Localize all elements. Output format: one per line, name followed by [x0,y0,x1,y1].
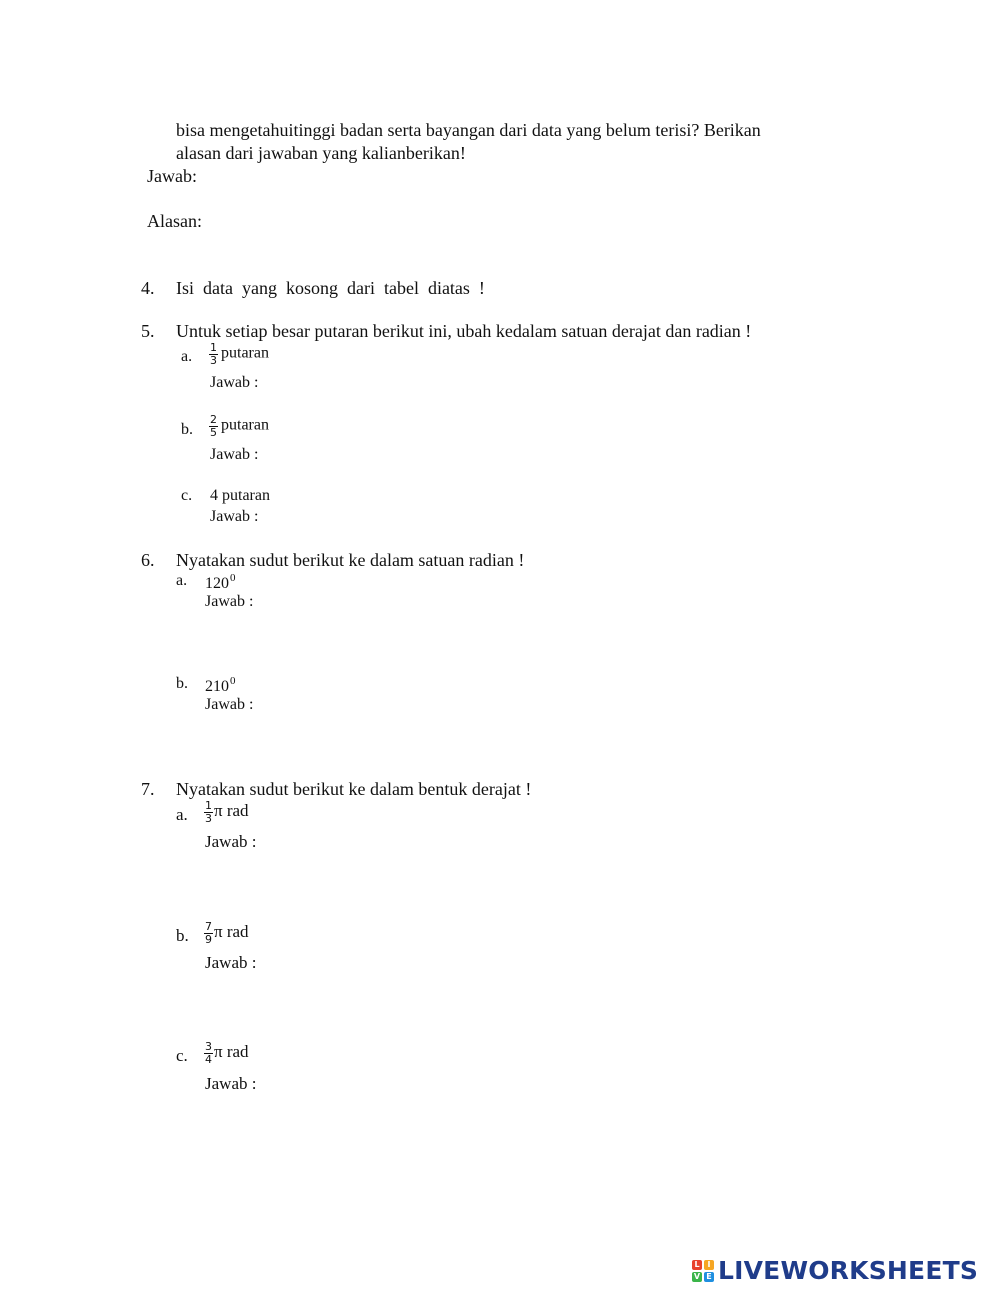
q5a-denominator: 3 [210,353,217,367]
q6a-degree-sup: 0 [230,572,236,584]
logo-tile-l: L [692,1260,702,1270]
q5a-answer-label: Jawab : [210,374,259,391]
q6-text: Nyatakan sudut berikut ke dalam satuan radian ! [176,550,525,570]
q6a-letter: a. [176,572,188,589]
logo-tile-e: E [704,1272,714,1282]
q6-number: 6. [141,550,155,570]
q7a-fraction [204,800,213,824]
intro-reason-label: Alasan: [147,211,202,231]
q7c-numerator: 3 [205,1040,212,1053]
logo-tile-i: I [704,1260,714,1270]
q7b-value [204,921,249,945]
liveworksheets-logo-text: LIVEWORKSHEETS [718,1256,979,1285]
logo-tile-v: V [693,1271,701,1281]
q7-number: 7. [141,779,155,799]
q6b-answer-label: Jawab : [205,696,254,713]
q7c-letter: c. [176,1046,188,1065]
q5a-numerator: 1 [210,341,217,354]
q5b-unit: putaran [221,416,269,434]
q6a-angle: 120 [205,575,229,592]
q7-text: Nyatakan sudut berikut ke dalam bentuk derajat ! [176,779,532,799]
q5c-answer-label: Jawab : [210,508,259,525]
q7c-value [204,1041,249,1065]
q7a-unit: π rad [214,800,249,820]
q7b-answer-label: Jawab : [205,953,257,972]
q5b-answer-label: Jawab : [210,446,259,463]
intro-answer-label: Jawab: [147,166,197,186]
q5c-letter: c. [181,487,193,504]
q4-number: 4. [141,278,155,298]
q6b-degree-sup: 0 [230,675,236,687]
liveworksheets-logo-icon [692,1260,714,1282]
q7a-answer-label: Jawab : [205,832,257,851]
q7b-fraction [204,921,213,945]
intro-line-2: alasan dari jawaban yang kalianberikan! [176,143,466,163]
q7b-unit: π rad [214,921,249,941]
q6a-answer-label: Jawab : [205,593,254,610]
q5b-denominator: 5 [210,425,217,439]
q5b-letter: b. [181,421,193,438]
q5a-fraction [209,342,218,366]
q7a-value [204,800,249,824]
intro-line-1: bisa mengetahuitinggi badan serta bayangan dari data yang belum terisi? Berikan [176,120,761,140]
q5b-numerator: 2 [210,413,217,426]
q7a-numerator: 1 [205,799,212,812]
liveworksheets-logo [692,1256,978,1285]
q4-text: Isi data yang kosong dari tabel diatas ! [176,278,485,298]
q7a-letter: a. [176,805,188,824]
q5a-unit: putaran [221,344,269,362]
q5c-value: 4 putaran [210,487,270,504]
q7a-denominator: 3 [205,811,212,825]
q7c-answer-label: Jawab : [205,1074,257,1093]
q7c-denominator: 4 [205,1052,212,1066]
q5b-fraction [209,414,218,438]
q6b-angle: 210 [205,678,229,695]
q7b-letter: b. [176,926,189,945]
q7b-numerator: 7 [205,920,212,933]
q5a-value [209,342,269,366]
q7b-denominator: 9 [205,932,212,946]
q7c-fraction [204,1041,213,1065]
q6b-value [205,676,236,695]
q6b-letter: b. [176,675,188,692]
q7c-unit: π rad [214,1041,249,1061]
q5a-letter: a. [181,348,193,365]
q5-number: 5. [141,321,155,341]
q5-text: Untuk setiap besar putaran berikut ini, ubah kedalam satuan derajat dan radian ! [176,321,752,341]
q5b-value [209,414,269,438]
q6a-value [205,573,236,592]
